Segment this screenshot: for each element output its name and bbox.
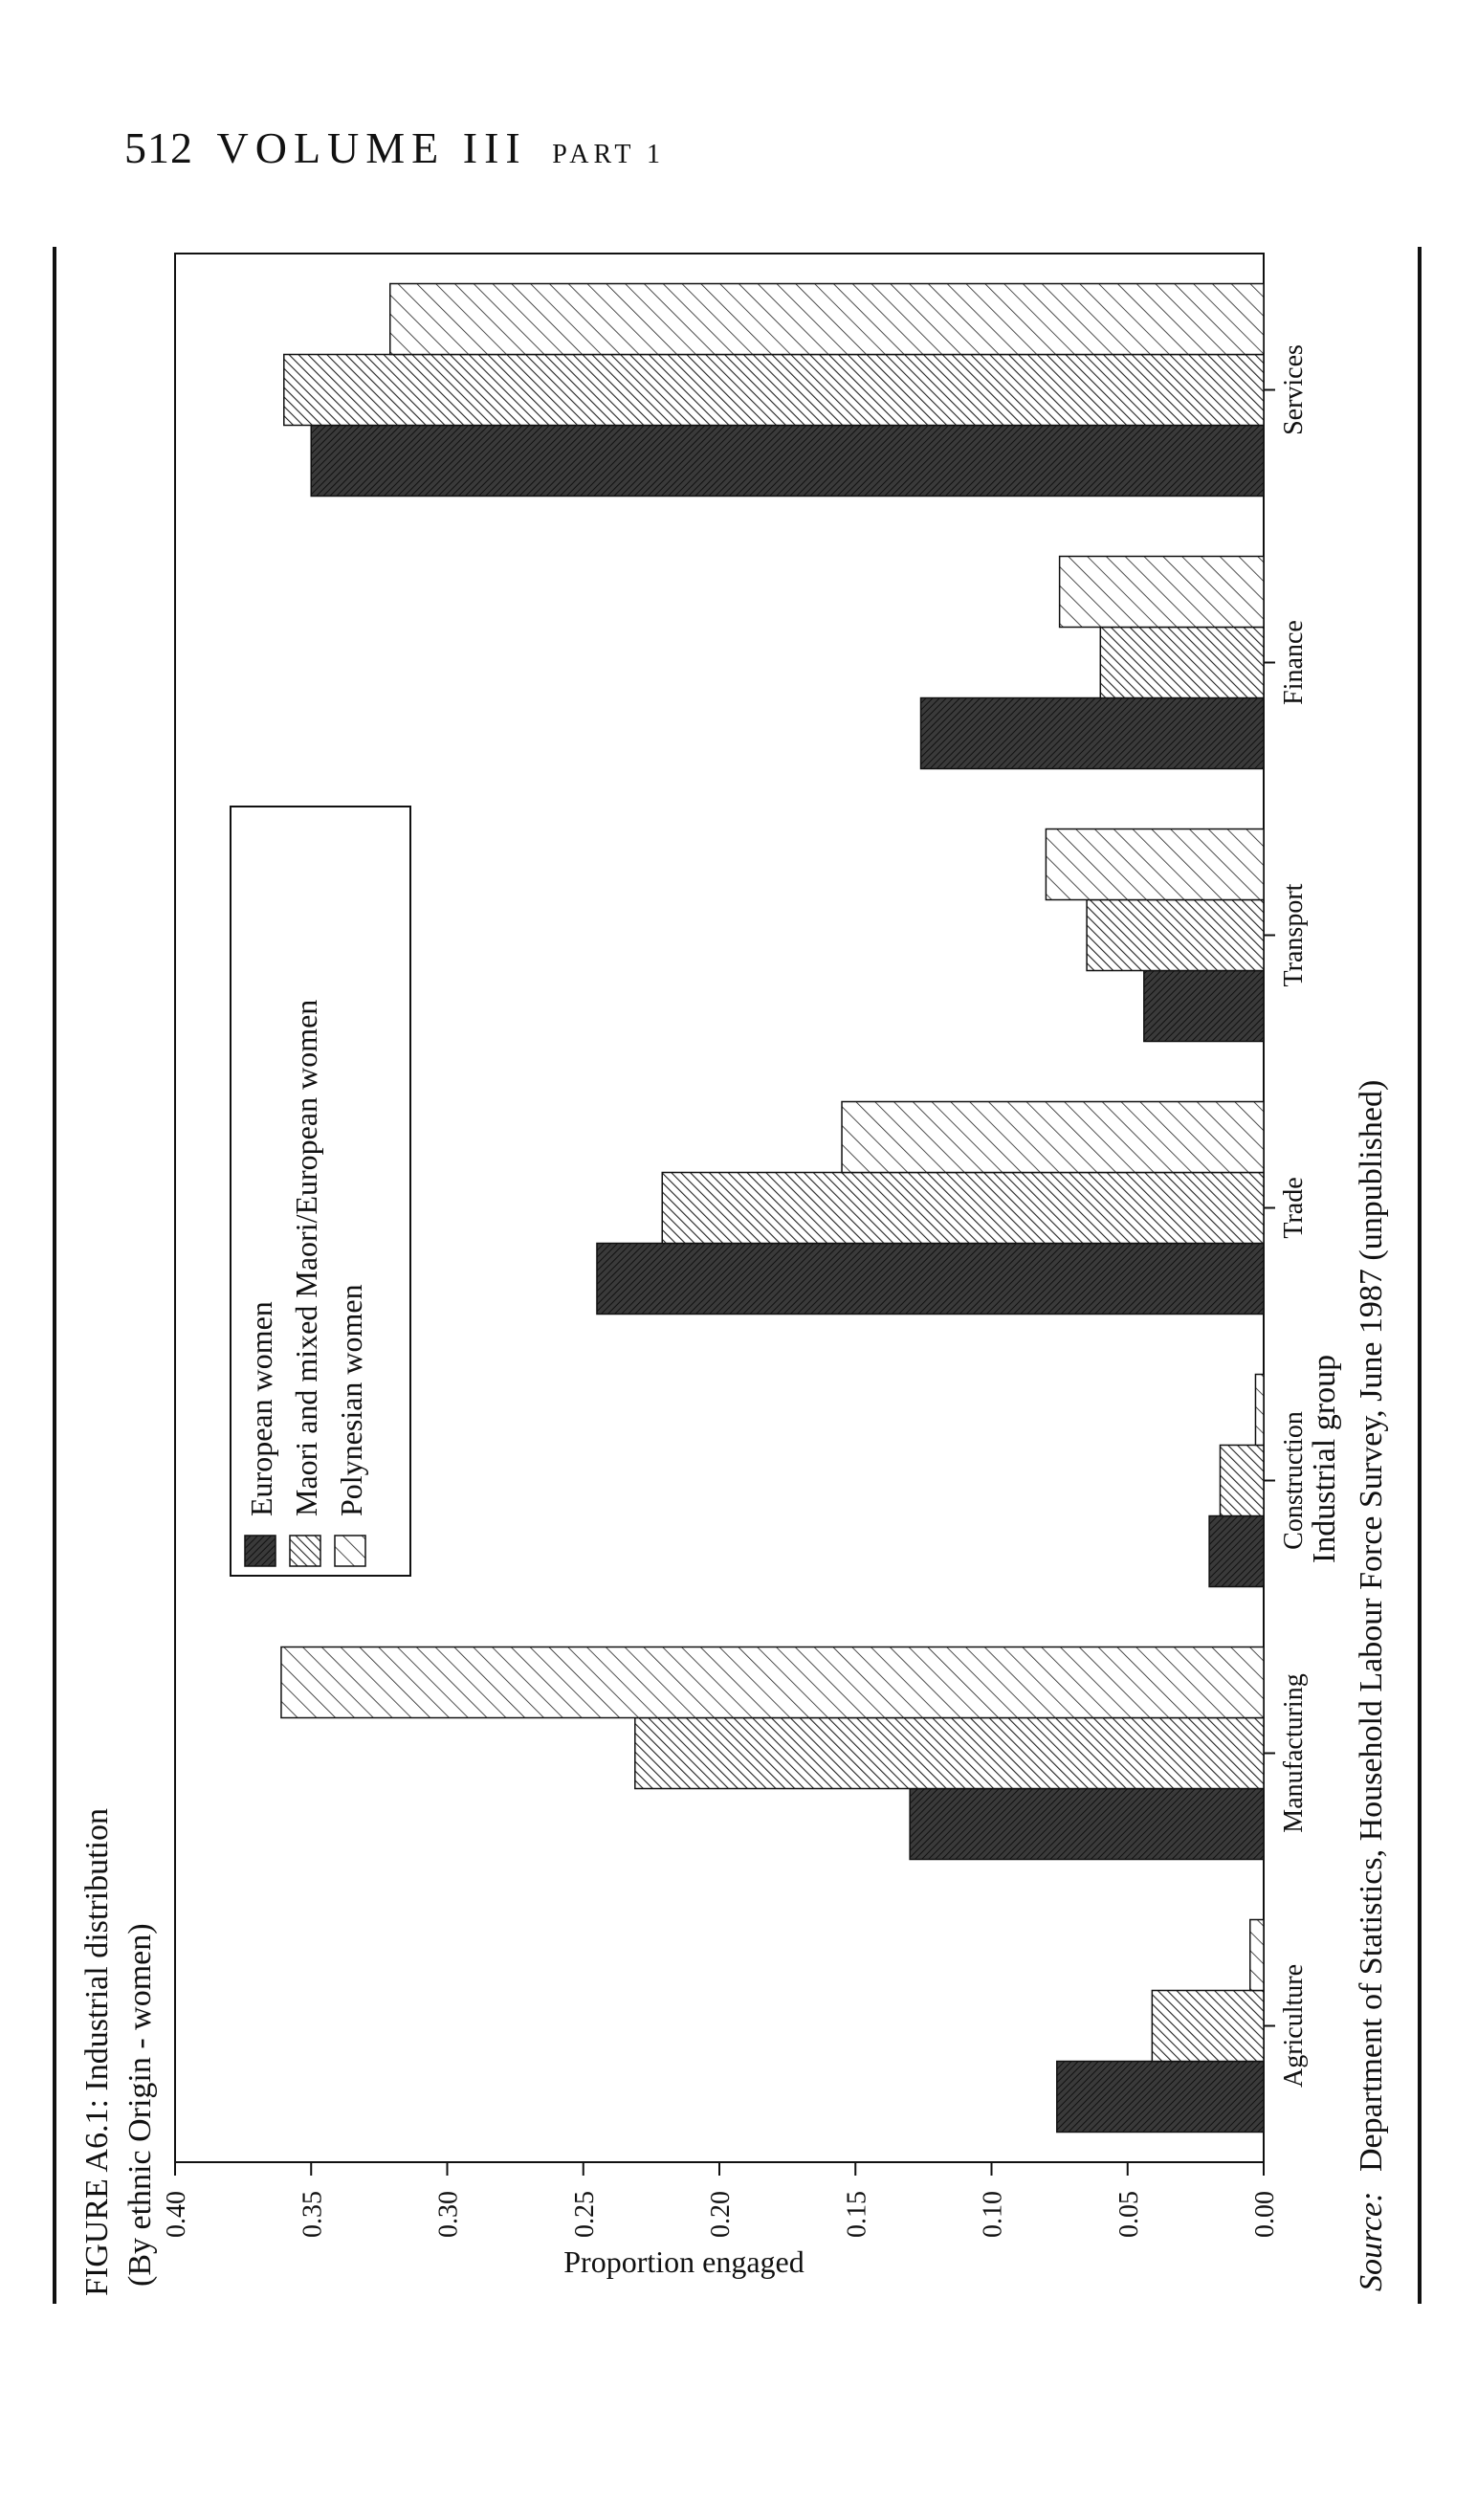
bar-maori-construction	[1220, 1446, 1264, 1516]
value-tick-label: 0.15	[842, 2191, 872, 2238]
bar-european-agriculture	[1057, 2062, 1264, 2133]
category-label-trade: Trade	[1279, 1177, 1309, 1239]
value-tick-label: 0.10	[978, 2191, 1008, 2238]
legend-swatch-european	[245, 1536, 276, 1566]
bar-european-services	[311, 426, 1264, 497]
bar-polynesian-services	[390, 284, 1264, 355]
value-tick-label: 0.20	[706, 2191, 736, 2238]
bar-maori-manufacturing	[635, 1718, 1264, 1789]
x-axis-label: Industrial group	[1307, 1354, 1342, 1564]
bars-group	[281, 284, 1264, 2133]
bar-maori-finance	[1100, 628, 1264, 698]
value-tick-label: 0.35	[298, 2191, 328, 2238]
value-tick-label: 0.05	[1113, 2191, 1144, 2238]
source-line	[1354, 1080, 1389, 2291]
y-axis-label: Proportion engaged	[563, 2244, 805, 2279]
source-text: Department of Statistics, Household Labour Force Survey, June 1987 (unpublished)	[1354, 1079, 1389, 2173]
bar-european-trade	[597, 1244, 1264, 1315]
legend-swatch-maori	[290, 1536, 320, 1566]
category-label-construction: Construction	[1279, 1411, 1309, 1550]
source-label: Source:	[1354, 2191, 1389, 2291]
bar-maori-agriculture	[1152, 1991, 1264, 2062]
category-label-finance: Finance	[1279, 620, 1309, 705]
figure-title: FIGURE A6.1: Industrial distribution	[79, 1808, 115, 2296]
bar-maori-transport	[1087, 900, 1264, 971]
bar-european-transport	[1144, 971, 1264, 1042]
category-labels	[1264, 344, 1309, 2088]
legend-label-polynesian: Polynesian women	[334, 1284, 368, 1516]
bar-polynesian-transport	[1046, 829, 1264, 900]
value-tick-label: 0.30	[433, 2191, 464, 2238]
part-label: PART 1	[552, 140, 666, 169]
bar-european-finance	[921, 698, 1264, 769]
page-number: 512	[124, 123, 193, 172]
volume-label: VOLUME III	[216, 123, 527, 172]
legend-swatch-polynesian	[335, 1536, 365, 1566]
value-tick-label: 0.25	[569, 2191, 600, 2238]
category-label-manufacturing: Manufacturing	[1279, 1673, 1309, 1833]
category-label-agriculture: Agriculture	[1279, 1963, 1309, 2089]
bar-polynesian-construction	[1255, 1375, 1264, 1446]
bar-european-manufacturing	[910, 1789, 1264, 1860]
category-label-transport: Transport	[1279, 883, 1309, 987]
legend	[231, 807, 410, 1576]
figure-subtitle: (By ethnic Origin - women)	[122, 1923, 158, 2287]
bar-european-construction	[1209, 1516, 1264, 1587]
bar-polynesian-finance	[1060, 557, 1264, 628]
bar-polynesian-manufacturing	[281, 1647, 1264, 1718]
legend-label-european: European women	[244, 1301, 278, 1516]
bar-polynesian-agriculture	[1250, 1920, 1264, 1991]
category-label-services: Services	[1279, 344, 1309, 435]
value-tick-label: 0.40	[162, 2191, 191, 2238]
bar-polynesian-trade	[842, 1102, 1264, 1173]
bar-maori-trade	[662, 1173, 1264, 1244]
bar-maori-services	[284, 355, 1264, 426]
legend-label-maori: Maori and mixed Maori/European women	[289, 999, 323, 1516]
value-axis-ticks	[162, 2162, 1280, 2238]
value-tick-label: 0.00	[1250, 2191, 1280, 2238]
